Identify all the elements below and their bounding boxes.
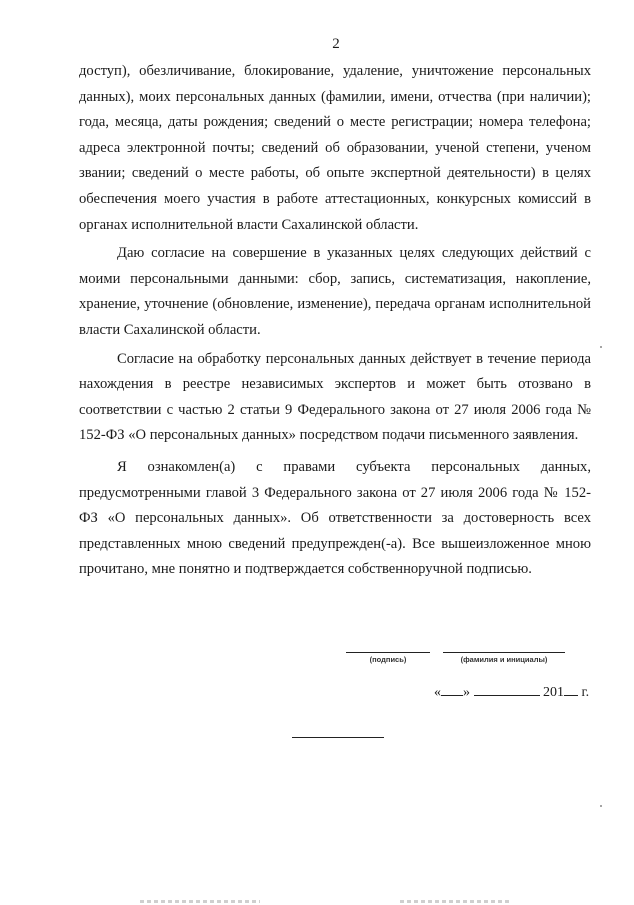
paragraph-consent-actions: Даю согласие на совершение в указанных целях следующих действий с моими персональными данными: сбор, запись, систематизация, накопление, хранение, уточнение (обновление, изменение), передача органам исполнительной власти Сахалинской области. [79,245,591,338]
year-prefix: 201 [543,685,564,700]
scan-speck [600,346,602,348]
page-number: 2 [332,36,340,52]
name-line [443,652,565,653]
day-blank [441,684,463,696]
paragraph-consent-duration: Согласие на обработку персональных данных действует в течение периода нахождения в реестре независимых экспертов и может быть отозвано в соответствии с частью 2 статьи 9 Федерального закона от 27 июля 2006 года № 152-ФЗ «О персональных данных» посредством подачи письменного заявления. [79,350,591,444]
month-blank [474,684,540,696]
date-field [434,684,589,701]
paragraph-acknowledgement: Я ознакомлен(а) с правами субъекта персональных данных, предусмотренными главой 3 Федерального закона от 27 июля 2006 года № 152-ФЗ «О персональных данных». Об ответственности за достоверность всех представленных мною сведений предупрежден(-а). Все вышеизложенное мною прочитано, мне понятно и подтверждается собственноручной подписью. [79,458,591,578]
footer-rule [292,737,384,738]
scan-edge-mark [400,900,510,903]
scan-speck [600,805,602,807]
year-suffix: г. [581,685,590,700]
paragraph-consent-scope: доступ), обезличивание, блокирование, удаление, уничтожение персональных данных), моих персональных данных (фамилии, имени, отчества (при наличии); года, месяца, даты рождения; сведений о месте регистрации; номера телефона; адреса электронной почты; сведений об образовании, ученой степени, ученом звании; сведений о месте работы, об опыте экспертной деятельности) в целях обеспечения моего участия в работе аттестационных, конкурсных комиссий в органах исполнительной власти Сахалинской области. [79,63,591,233]
year-blank [564,684,578,696]
document-body [79,59,591,583]
name-initials-label: (фамилия и инициалы) [460,655,548,664]
date-open-quote: « [434,685,441,700]
signature-line [346,652,430,653]
scan-edge-mark [140,900,260,903]
signature-label: (подпись) [369,655,407,664]
date-close-quote: » [463,685,470,700]
